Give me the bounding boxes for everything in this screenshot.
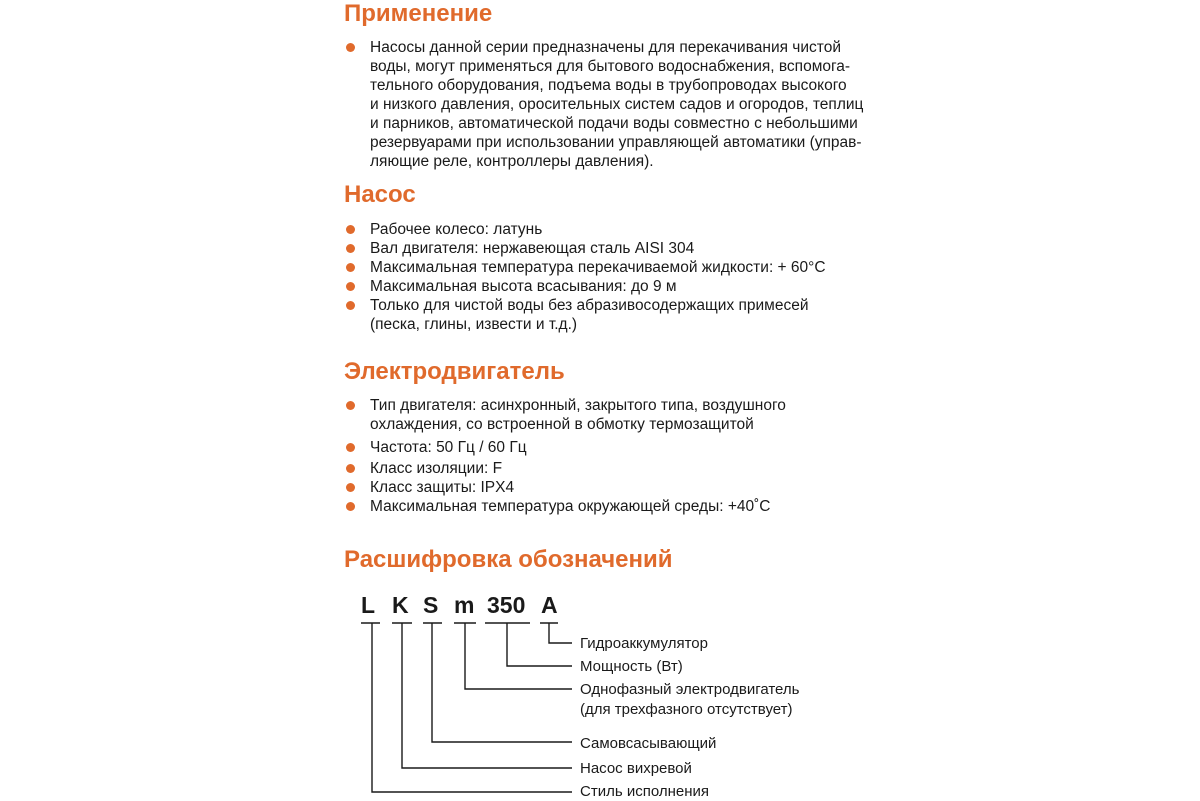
connector-vortex <box>402 623 572 768</box>
code-letter-style: L <box>361 592 376 618</box>
connector-power <box>507 623 572 666</box>
connector-accumulator <box>549 623 572 643</box>
connector-single-phase <box>465 623 572 689</box>
motor-item-text: Частота: 50 Гц / 60 Гц <box>370 439 527 456</box>
application-line: и парников, автоматической подачи воды совместно с небольшими <box>370 115 858 132</box>
application-line: ляющие реле, контроллеры давления). <box>370 153 654 170</box>
application-line: резервуарами при использовании управляющей автоматики (управ- <box>370 134 862 151</box>
pump-item-text: Максимальная высота всасывания: до 9 м <box>370 278 677 295</box>
pump-item-text: Рабочее колесо: латунь <box>370 221 543 238</box>
heading-pump: Насос <box>344 181 416 208</box>
legend-single-phase: Однофазный электродвигатель <box>580 681 800 698</box>
motor-item-text: Максимальная температура окружающей среды: +40˚С <box>370 498 771 515</box>
connector-self-priming <box>432 623 572 742</box>
legend-power: Мощность (Вт) <box>580 658 683 675</box>
motor-item-text: Класс защиты: IPX4 <box>370 479 515 496</box>
legend-vortex: Насос вихревой <box>580 760 692 777</box>
motor-item-text: Тип двигателя: асинхронный, закрытого типа, воздушного <box>370 397 786 414</box>
application-line: воды, могут применяться для бытового водоснабжения, вспомога- <box>370 58 851 75</box>
heading-decoding: Расшифровка обозначений <box>344 546 673 573</box>
heading-motor: Электродвигатель <box>344 358 565 385</box>
code-letter-accumulator: A <box>541 592 558 618</box>
code-letter-single-phase: m <box>454 592 475 618</box>
legend-accumulator: Гидроаккумулятор <box>580 635 708 652</box>
legend-self-priming: Самовсасывающий <box>580 735 717 752</box>
legend-style: Стиль исполнения <box>580 783 709 800</box>
pump-item-text: Вал двигателя: нержавеющая сталь AISI 304 <box>370 240 695 257</box>
code-letter-self-priming: S <box>423 592 439 618</box>
motor-item-text: Класс изоляции: F <box>370 460 503 477</box>
code-letter-power: 350 <box>487 592 526 618</box>
legend-single-phase-note: (для трехфазного отсутствует) <box>580 701 793 718</box>
heading-application: Применение <box>344 0 493 27</box>
pump-item-text: (песка, глины, извести и т.д.) <box>370 316 578 333</box>
application-line: и низкого давления, оросительных систем садов и огородов, теплиц <box>370 96 864 113</box>
motor-item-text: охлаждения, со встроенной в обмотку термозащитой <box>370 416 754 433</box>
application-line: Насосы данной серии предназначены для перекачивания чистой <box>370 39 841 56</box>
code-letter-vortex: K <box>392 592 409 618</box>
application-line: тельного оборудования, подъема воды в трубопроводах высокого <box>370 77 847 94</box>
pump-item-text: Только для чистой воды без абразивосодержащих примесей <box>370 297 809 314</box>
pump-item-text: Максимальная температура перекачиваемой жидкости: + 60°С <box>370 259 826 276</box>
